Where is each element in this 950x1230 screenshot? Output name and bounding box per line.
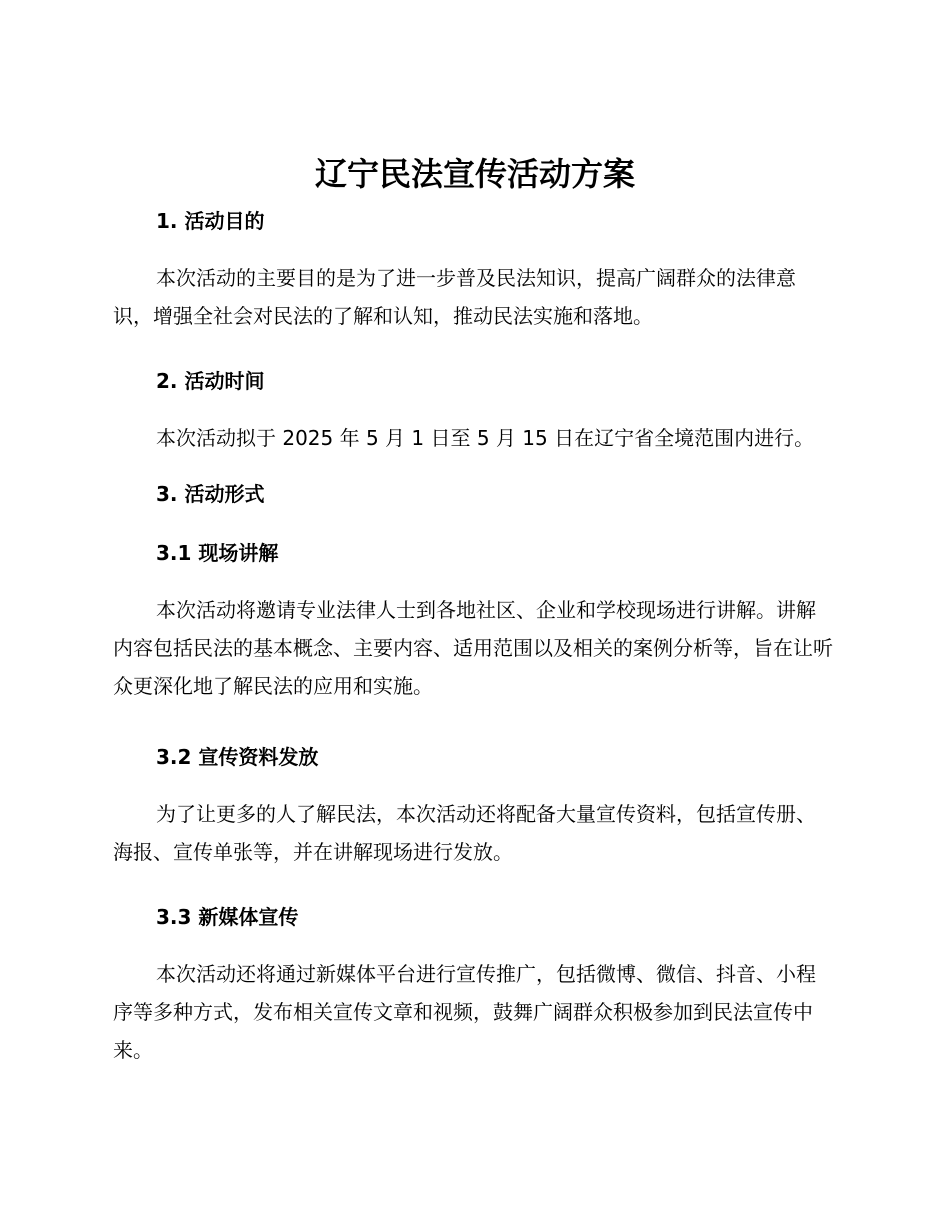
section-heading-onsite-lecture: 3.1 现场讲解 [156, 541, 279, 565]
section-paragraph-onsite-lecture: 本次活动将邀请专业法律人士到各地社区、企业和学校现场进行讲解。讲解内容包括民法的基本概念、主要内容、适用范围以及相关的案例分析等，旨在让听众更深化地了解民法的应用和实施。 [113, 598, 833, 698]
section-paragraph-purpose: 本次活动的主要目的是为了进一步普及民法知识，提高广阔群众的法律意识，增强全社会对民法的了解和认知，推动民法实施和落地。 [113, 266, 796, 328]
section-paragraph-time: 本次活动拟于 2025 年 5 月 1 日至 5 月 15 日在辽宁省全境范围内进行。 [156, 426, 815, 450]
document-title: 辽宁民法宣传活动方案 [314, 155, 635, 193]
section-heading-purpose: 1. 活动目的 [156, 209, 265, 233]
section-heading-new-media: 3.3 新媒体宣传 [156, 905, 299, 929]
section-paragraph-new-media: 本次活动还将通过新媒体平台进行宣传推广，包括微博、微信、抖音、小程序等多种方式，发布相关宣传文章和视频，鼓舞广阔群众积极参加到民法宣传中来。 [113, 962, 816, 1062]
section-heading-format: 3. 活动形式 [156, 482, 265, 506]
section-heading-materials: 3.2 宣传资料发放 [156, 745, 319, 769]
section-paragraph-materials: 为了让更多的人了解民法，本次活动还将配备大量宣传资料，包括宣传册、海报、宣传单张等，并在讲解现场进行发放。 [113, 802, 816, 864]
section-heading-time: 2. 活动时间 [156, 369, 265, 393]
